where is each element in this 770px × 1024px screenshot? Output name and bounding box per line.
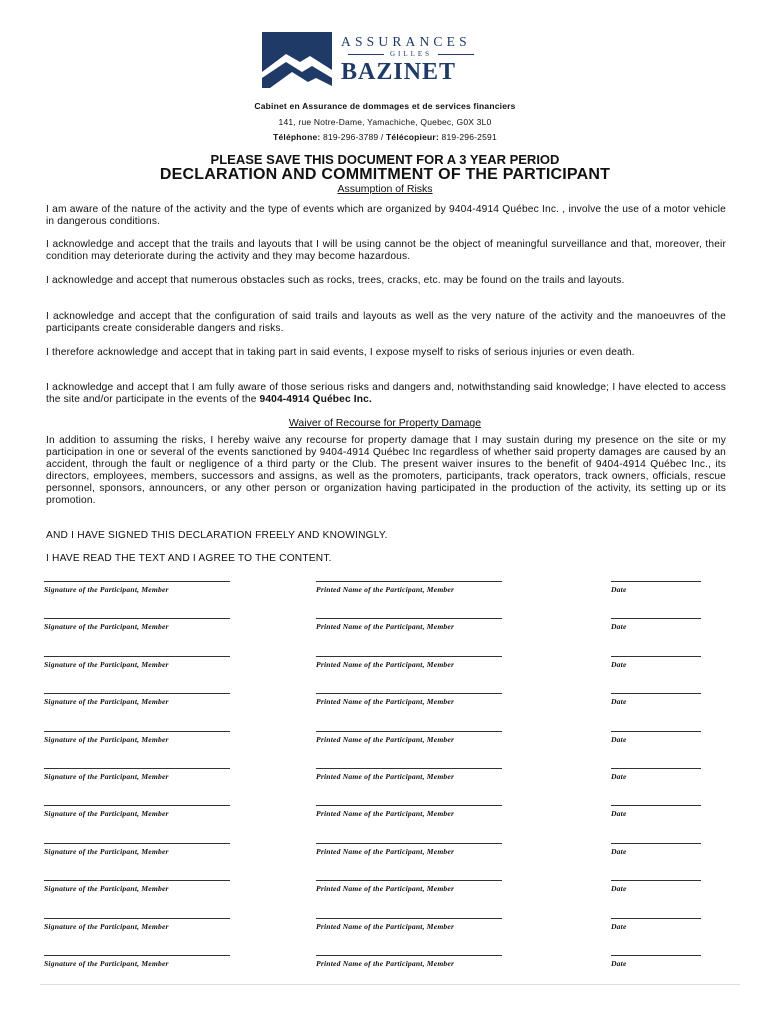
contact-separator: / xyxy=(380,132,384,142)
date-line[interactable] xyxy=(611,880,701,881)
date-line[interactable] xyxy=(611,805,701,806)
company-name: 9404-4914 Québec Inc. xyxy=(259,394,372,405)
company-logo xyxy=(262,30,492,92)
assumption-paragraph-5: I therefore acknowledge and accept that in taking part in said events, I expose myself to risks of serious injuries or even death. xyxy=(46,347,635,358)
printed-name-label: Printed Name of the Participant, Member xyxy=(316,585,455,594)
date-line[interactable] xyxy=(611,693,701,694)
printed-name-line[interactable] xyxy=(316,805,502,806)
fax-label: Télécopieur: xyxy=(386,132,439,142)
printed-name-label: Printed Name of the Participant, Member xyxy=(316,622,455,632)
assumption-paragraph-3: I acknowledge and accept that numerous obstacles such as rocks, trees, cracks, etc. may be found on the trails and layouts. xyxy=(46,275,625,286)
signature-row xyxy=(0,618,770,638)
printed-name-line[interactable] xyxy=(316,768,502,769)
signature-row xyxy=(0,731,770,751)
participant-signature-line[interactable] xyxy=(44,843,230,844)
assumption-paragraph-6: I acknowledge and accept that I am fully aware of those serious risks and dangers and, notwithstanding said knowledge; I have elected to access the site and/or participate in the events of the 9404-4914 Québec Inc. xyxy=(46,382,726,405)
signature-row xyxy=(0,955,770,975)
date-label: Date xyxy=(611,697,627,707)
signed-freely-statement: AND I HAVE SIGNED THIS DECLARATION FREELY AND KNOWINGLY. xyxy=(46,530,388,541)
printed-name-label: Printed Name of the Participant, Member xyxy=(316,809,455,819)
date-label: Date xyxy=(611,959,627,968)
participant-signature-label: Signature of the Participant, Member xyxy=(44,809,169,819)
printed-name-label: Printed Name of the Participant, Member xyxy=(316,921,455,931)
waiver-heading: Waiver of Recourse for Property Damage xyxy=(288,417,482,429)
document-title: DECLARATION AND COMMITMENT OF THE PARTICIPANT xyxy=(159,166,611,183)
participant-signature-line[interactable] xyxy=(44,805,230,806)
date-line[interactable] xyxy=(611,955,701,956)
participant-signature-line[interactable] xyxy=(44,918,230,919)
printed-name-label: Printed Name of the Participant, Member xyxy=(316,659,455,669)
signature-row xyxy=(0,768,770,788)
signature-row xyxy=(0,693,770,713)
participant-signature-label: Signature of the Participant, Member xyxy=(44,959,169,968)
footer-divider xyxy=(40,984,740,985)
date-line[interactable] xyxy=(611,843,701,844)
printed-name-label: Printed Name of the Participant, Member xyxy=(316,846,455,856)
assumption-paragraph-2: I acknowledge and accept that the trails and layouts that I will be using cannot be the object of meaningful surveillance and that, moreover, their condition may deteriorate during the activity and they may become hazardous. xyxy=(46,239,726,262)
printed-name-label: Printed Name of the Participant, Member xyxy=(316,959,455,968)
participant-signature-label: Signature of the Participant, Member xyxy=(44,921,169,931)
participant-signature-label: Signature of the Participant, Member xyxy=(44,659,169,669)
printed-name-line[interactable] xyxy=(316,693,502,694)
printed-name-label: Printed Name of the Participant, Member xyxy=(316,734,455,744)
signature-row xyxy=(0,656,770,676)
agree-statement: I HAVE READ THE TEXT AND I AGREE TO THE CONTENT. xyxy=(46,553,332,564)
participant-signature-line[interactable] xyxy=(44,656,230,657)
signature-row xyxy=(0,805,770,825)
date-line[interactable] xyxy=(611,581,701,582)
participant-signature-label: Signature of the Participant, Member xyxy=(44,846,169,856)
participant-signature-label: Signature of the Participant, Member xyxy=(44,734,169,744)
date-label: Date xyxy=(611,659,627,669)
date-line[interactable] xyxy=(611,656,701,657)
participant-signature-line[interactable] xyxy=(44,693,230,694)
date-label: Date xyxy=(611,921,627,931)
printed-name-line[interactable] xyxy=(316,955,502,956)
date-label: Date xyxy=(611,622,627,632)
participant-signature-line[interactable] xyxy=(44,768,230,769)
signature-row xyxy=(0,843,770,863)
printed-name-line[interactable] xyxy=(316,656,502,657)
firm-description: Cabinet en Assurance de dommages et de services financiers xyxy=(254,101,516,111)
printed-name-label: Printed Name of the Participant, Member xyxy=(316,772,455,781)
date-line[interactable] xyxy=(611,918,701,919)
printed-name-line[interactable] xyxy=(316,618,502,619)
save-notice: PLEASE SAVE THIS DOCUMENT FOR A 3 YEAR PERIOD xyxy=(210,152,560,167)
signature-row xyxy=(0,581,770,601)
date-line[interactable] xyxy=(611,731,701,732)
printed-name-label: Printed Name of the Participant, Member xyxy=(316,697,455,707)
assumption-paragraph-1: I am aware of the nature of the activity and the type of events which are organized by 9404-4914 Québec Inc. , involve the use of a motor vehicle in dangerous conditions. xyxy=(46,204,726,227)
printed-name-line[interactable] xyxy=(316,918,502,919)
date-label: Date xyxy=(611,809,627,819)
date-label: Date xyxy=(611,846,627,856)
participant-signature-label: Signature of the Participant, Member xyxy=(44,884,169,894)
participant-signature-label: Signature of the Participant, Member xyxy=(44,697,169,707)
participant-signature-label: Signature of the Participant, Member xyxy=(44,772,169,781)
participant-signature-line[interactable] xyxy=(44,880,230,881)
date-label: Date xyxy=(611,585,627,594)
firm-address: 141, rue Notre-Dame, Yamachiche, Quebec, G0X 3L0 xyxy=(278,117,492,127)
participant-signature-line[interactable] xyxy=(44,581,230,582)
fax-number: 819-296-2591 xyxy=(441,132,497,142)
participant-signature-line[interactable] xyxy=(44,731,230,732)
printed-name-line[interactable] xyxy=(316,880,502,881)
mountain-logo-icon xyxy=(262,32,332,88)
signature-row xyxy=(0,880,770,900)
logo-bazinet-text: BAZINET xyxy=(341,59,457,85)
printed-name-label: Printed Name of the Participant, Member xyxy=(316,884,455,894)
date-label: Date xyxy=(611,884,627,894)
signature-row xyxy=(0,918,770,938)
logo-assurances-text: ASSURANCES xyxy=(341,34,471,49)
assumption-heading: Assumption of Risks xyxy=(337,183,433,195)
printed-name-line[interactable] xyxy=(316,731,502,732)
phone-label: Téléphone: xyxy=(273,132,321,142)
date-line[interactable] xyxy=(611,768,701,769)
participant-signature-line[interactable] xyxy=(44,618,230,619)
date-label: Date xyxy=(611,772,627,781)
participant-signature-line[interactable] xyxy=(44,955,230,956)
participant-signature-label: Signature of the Participant, Member xyxy=(44,585,169,594)
date-label: Date xyxy=(611,734,627,744)
participant-signature-label: Signature of the Participant, Member xyxy=(44,622,169,632)
assumption-paragraph-4: I acknowledge and accept that the configuration of said trails and layouts as well as the very nature of the activity and the manoeuvres of the participants create considerable dangers and risks. xyxy=(46,311,726,334)
phone-number: 819-296-3789 xyxy=(323,132,379,142)
date-line[interactable] xyxy=(611,618,701,619)
contact-line xyxy=(0,132,770,142)
printed-name-line[interactable] xyxy=(316,581,502,582)
printed-name-line[interactable] xyxy=(316,843,502,844)
waiver-paragraph: In addition to assuming the risks, I hereby waive any recourse for property damage that I may sustain during my presence on the site or my participation in one or several of the events sanctioned by 9404-4914 Québec Inc regardless of whether said property damages are caused by an accident, through the fault or negligence of a third party or the Club. The present waiver insures to the benefit of 9404-4914 Québec Inc., its directors, employees, members, successors and assigns, as well as the promoters, participants, track operators, track owners, officials, rescue personnel, sponsors, announcers, or any other person or organization having participated in the production of the activity, its setting up or its promotion. xyxy=(46,435,726,506)
logo-gilles-text: GILLES xyxy=(341,50,481,58)
